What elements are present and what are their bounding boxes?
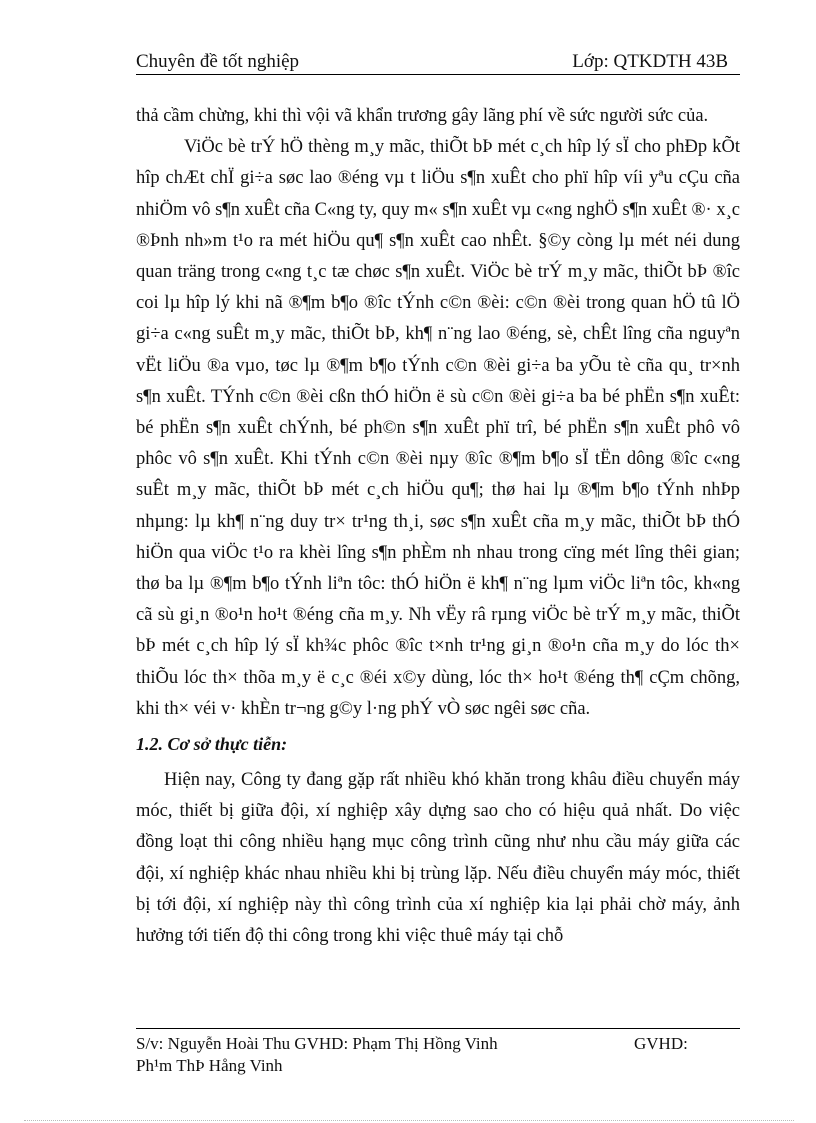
paragraph-machine-layout: ViÖc bè trÝ hÖ thèng m¸y mãc, thiÕt bÞ mét c¸ch hîp lý sÏ cho phÐp kÕt hîp chÆt chÏ gi÷a søc lao ®éng vµ t liÖu s¶n xuÊt cho phï hîp víi yªu cÇu cña nhiÖm vô s¶n xuÊt cña C«ng ty, quy m« s¶n xuÊt vµ c«ng nghÖ s¶n xuÊt ®· x¸c ®Þnh nh»m t¹o ra mét hiÖu qu¶ s¶n xuÊt cao nhÊt. §©y còng lµ mét néi dung quan träng trong c«ng t¸c tæ chøc s¶n xuÊt. ViÖc bè trÝ m¸y mãc, thiÕt bÞ ®îc coi lµ hîp lý khi nã ®¶m b¶o ®îc tÝnh c©n ®èi: c©n ®èi trong quan hÖ tû lÖ gi÷a c«ng suÊt m¸y mãc, thiÕt bÞ, kh¶ n¨ng lao ®éng, sè, chÊt lîng cña nguyªn vËt liÖu ®a vµo, tøc lµ ®¶m b¶o tÝnh c©n ®èi gi÷a ba yÕu tè cña qu¸ tr×nh s¶n xuÊt. TÝnh c©n ®èi cßn thÓ hiÖn ë sù c©n ®èi gi÷a ba bé phËn s¶n xuÊt: bé phËn s¶n xuÊt chÝnh, bé ph©n s¶n xuÊt phï trî, bé phËn s¶n xuÊt phô vô phôc vô s¶n xuÊt. Khi tÝnh c©n ®èi nµy ®îc ®¶m b¶o sÏ tËn dông ®îc c«ng suÊt m¸y mãc, thiÕt bÞ mét c¸ch hiÖu qu¶; thø hai lµ ®¶m b¶o tÝnh nhÞp nhµng: lµ kh¶ n¨ng duy tr× tr¹ng th¸i, søc s¶n xuÊt cña m¸y mãc, thiÕt bÞ thÓ hiÖn qua viÖc t¹o ra khèi lîng s¶n phÈm nh nhau trong cïng mét lîng thêi gian; thø ba lµ ®¶m b¶o tÝnh liªn tôc: thÓ hiÖn ë kh¶ n¨ng lµm viÖc liªn tôc, kh«ng cã sù gi¸n ®o¹n ho¹t ®éng cña m¸y. Nh vËy râ rµng viÖc bè trÝ m¸y mãc, thiÕt bÞ mét c¸ch hîp lý sÏ kh¾c phôc ®îc t×nh tr¹ng gi¸n ®o¹n cña m¸y do lóc th× thiÕu lóc th× thõa m¸y ë c¸c ®éi x©y dùng, lóc th× ho¹t ®éng th¶ cÇm chõng, khi th× véi v· khÈn tr¬ng g©y l·ng phÝ vÒ søc ngêi søc cña. xyxy=(136,137,740,719)
footer-student-supervisor: S/v: Nguyễn Hoài Thu GVHD: Phạm Thị Hồng Vinh xyxy=(136,1034,498,1053)
header-document-type: Chuyên đề tốt nghiệp xyxy=(136,51,300,72)
section-heading: 1.2. Cơ sở thực tiễn: xyxy=(136,734,288,755)
header-class-code: Lớp: QTKDTH 43B xyxy=(572,51,728,72)
footer-supervisor-name: Ph¹m ThÞ Hång Vinh xyxy=(136,1056,283,1075)
footer-supervisor-label: GVHD: xyxy=(634,1034,688,1053)
paragraph-continuation: thả cầm chừng, khi thì vội vã khẩn trương gây lãng phí về sức người sức của. xyxy=(136,106,709,126)
paragraph-practical-basis: Hiện nay, Công ty đang gặp rất nhiều khó khăn trong khâu điều chuyển máy móc, thiết bị giữa đội, xí nghiệp xây dựng sao cho có hiệu quả nhất. Do việc đồng loạt thi công nhiều hạng mục công trình cũng như nhu cầu máy giữa các đội, xí nghiệp khác nhau nhiều khi bị trùng lặp. Nếu điều chuyển máy móc, thiết bị tới đội, xí nghiệp này thì công trình của xí nghiệp kia lại phải chờ máy, ảnh hưởng tới tiến độ thi công trong khi việc thuê máy tại chỗ xyxy=(136,770,740,947)
footer-divider xyxy=(136,1028,740,1029)
page-bottom-edge xyxy=(24,1120,794,1121)
page-header xyxy=(136,50,740,75)
page-body xyxy=(136,101,740,952)
